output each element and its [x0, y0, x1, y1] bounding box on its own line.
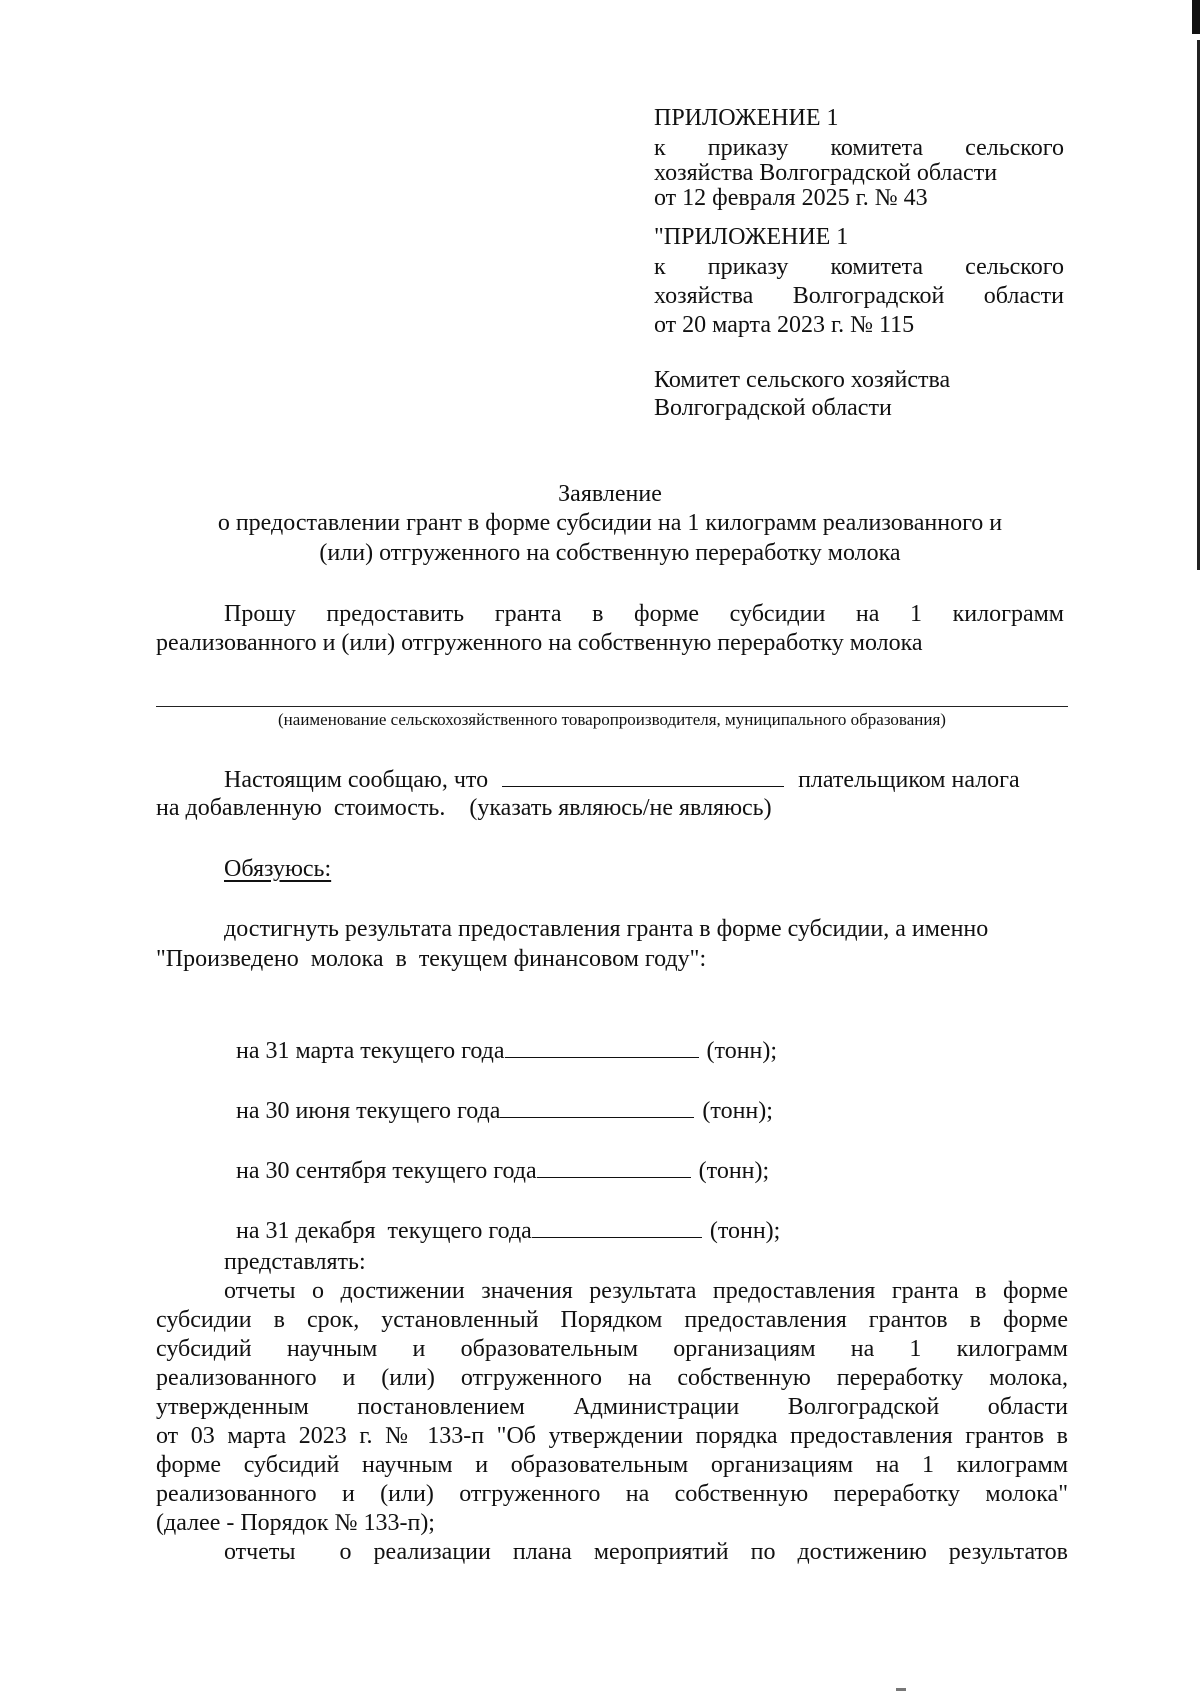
milestone-value-field[interactable]	[532, 1215, 702, 1238]
milestone-row	[224, 1006, 777, 1066]
milestone-unit: (тонн);	[702, 1098, 773, 1124]
vat-hint-line: на добавленную стоимость. (указать являюсь/не являюсь)	[156, 795, 772, 821]
appendix-title: ПРИЛОЖЕНИЕ 1	[654, 105, 839, 131]
reports-plan-line: отчеты о реализации плана мероприятий по достижению результатов	[224, 1539, 1068, 1565]
vat-text: Настоящим сообщаю, что	[224, 767, 489, 793]
milestone-value-field[interactable]	[537, 1155, 691, 1178]
paragraph-line: форме субсидий научным и образовательным организациям на 1 килограмм	[156, 1452, 1068, 1478]
appendix-order-line: к приказу комитета сельского	[654, 254, 1064, 280]
appendix-order-line: хозяйства Волгоградской области	[654, 160, 998, 186]
paragraph-line: субсидии в срок, установленный Порядком предоставления грантов в форме	[156, 1307, 1068, 1333]
vat-line	[224, 764, 1020, 795]
milestone-label: на 31 марта текущего года	[236, 1038, 505, 1064]
title-subject-line: о предоставлении грант в форме субсидии на 1 килограмм реализованного и	[217, 510, 1003, 536]
milestone-label: на 30 июня текущего года	[236, 1098, 501, 1124]
submit-heading: представлять:	[224, 1249, 366, 1275]
paragraph-line: отчеты о достижении значения результата предоставления гранта в форме	[224, 1278, 1068, 1304]
milestone-unit: (тонн);	[698, 1158, 770, 1184]
vat-text: плательщиком налога	[798, 767, 1020, 793]
vat-status-field[interactable]	[502, 764, 784, 787]
milestone-value-field[interactable]	[500, 1095, 694, 1118]
paragraph-line: достигнуть результата предоставления гранта в форме субсидии, а именно	[224, 916, 989, 942]
appendix-order-line: к приказу комитета сельского	[654, 135, 1064, 161]
milestone-unit: (тонн);	[709, 1218, 781, 1244]
milestone-row	[224, 1186, 780, 1246]
milestone-value-field[interactable]	[505, 1035, 699, 1058]
milestone-label: на 31 декабря текущего года	[236, 1218, 532, 1244]
applicant-name-field[interactable]	[156, 706, 1068, 707]
title-subject-line: (или) отгруженного на собственную переработку молока	[319, 540, 901, 566]
appendix-order-date: от 20 марта 2023 г. № 115	[654, 312, 915, 338]
appendix-title: "ПРИЛОЖЕНИЕ 1	[654, 224, 849, 250]
addressee-line: Комитет сельского хозяйства	[654, 367, 951, 393]
applicant-name-caption: (наименование сельскохозяйственного товаропроизводителя, муниципального образования)	[278, 710, 946, 729]
commit-heading: Обязуюсь:	[224, 856, 332, 882]
appendix-order-date: от 12 февраля 2025 г. № 43	[654, 185, 928, 211]
milestone-row	[224, 1126, 769, 1186]
addressee-line: Волгоградской области	[654, 395, 892, 421]
paragraph-line: реализованного и (или) отгруженного на собственную переработку молока	[156, 630, 923, 656]
appendix-order-line: хозяйства Волгоградской области	[654, 283, 1064, 309]
paragraph-line: от 03 марта 2023 г. № 133-п "Об утверждении порядка предоставления грантов в	[156, 1423, 1068, 1449]
scan-edge-mark	[1192, 0, 1200, 34]
milestone-unit: (тонн);	[706, 1038, 778, 1064]
milestone-row	[224, 1066, 773, 1126]
paragraph-line: (далее - Порядок № 133-п);	[156, 1510, 435, 1536]
paragraph-line: "Произведено молока в текущем финансовом году":	[156, 946, 707, 972]
paragraph-line: реализованного и (или) отгруженного на собственную переработку молока"	[156, 1481, 1068, 1507]
milestone-label: на 30 сентября текущего года	[236, 1158, 537, 1184]
paragraph-line: реализованного и (или) отгруженного на собственную переработку молока,	[156, 1365, 1068, 1391]
paragraph-line: утвержденным постановлением Администрации Волгоградской области	[156, 1394, 1068, 1420]
scan-speck	[896, 1688, 906, 1691]
paragraph-line: субсидий научным и образовательным организациям на 1 килограмм	[156, 1336, 1068, 1362]
paragraph-line: Прошу предоставить гранта в форме субсидии на 1 килограмм	[224, 601, 1064, 627]
title-heading: Заявление	[558, 481, 662, 507]
